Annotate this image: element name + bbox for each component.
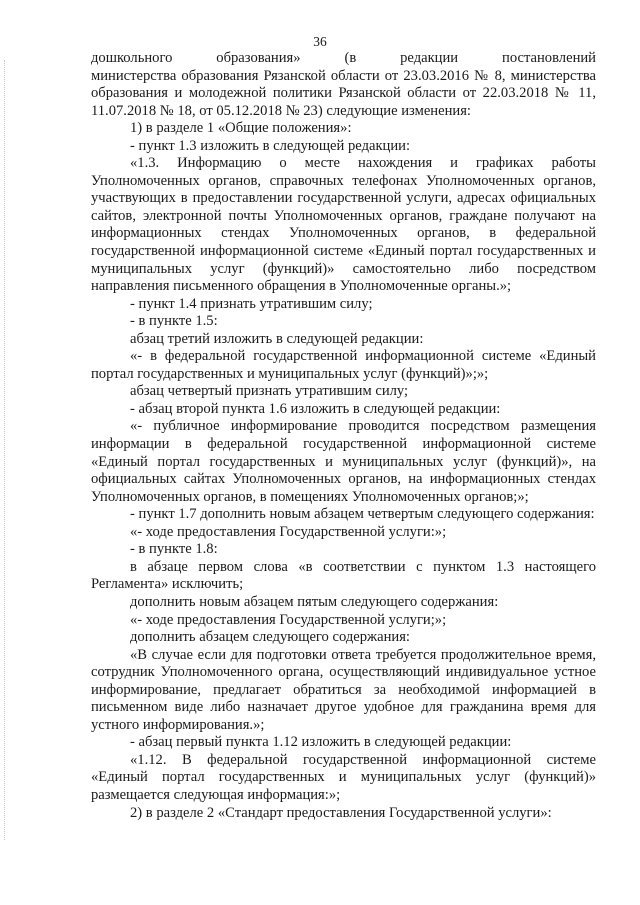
paragraph: 1) в разделе 1 «Общие положения»: <box>130 120 352 137</box>
paragraph: дополнить новым абзацем пятым следующего содержания: <box>130 593 499 610</box>
paragraph: «- ходе предоставления Государственной услуги:»; <box>130 523 447 540</box>
paragraph: - пункт 1.4 признать утратившим силу; <box>130 295 373 312</box>
paragraph: «- публичное информирование проводится посредством размещения информации в федеральной государственной информационной системе «Единый портал государственных и муниципальных услуг (функций)», на официальных сайтах Уполномоченных органов, на информационных стендах Уполномоченных органов, в помещениях Уполномоченных органов;»; <box>91 418 596 505</box>
paragraph: «- ходе предоставления Государственной услуги;»; <box>130 611 447 628</box>
paragraph: министерства образования Рязанской области от 23.03.2016 № 8, министерства образования и молодежной политики Рязанской области от 22.03.2018 № 11, 11.07.2018 № 18, от 05.12.2018 № 23) следующие изменения: <box>91 67 596 119</box>
paragraph: дошкольного образования» (в редакции постановлений <box>91 50 596 66</box>
paragraph: - пункт 1.7 дополнить новым абзацем четвертым следующего содержания: <box>130 506 595 523</box>
paragraph: в абзаце первом слова «в соответствии с пунктом 1.3 настоящего Регламента» исключить; <box>91 558 596 593</box>
paragraph: дополнить абзацем следующего содержания: <box>130 629 410 646</box>
paragraph: - в пункте 1.5: <box>130 313 218 330</box>
page-number: 36 <box>313 34 327 49</box>
paragraph: абзац третий изложить в следующей редакции: <box>130 330 424 347</box>
paragraph: «- в федеральной государственной информационной системе «Единый портал государственных и муниципальных услуг (функций)»;»; <box>91 348 596 382</box>
paragraph: - в пункте 1.8: <box>130 541 218 558</box>
paragraph: «1.12. В федеральной государственной информационной системе «Единый портал государственных и муниципальных услуг (функций)» размещается следующая информация:»; <box>91 751 596 803</box>
paragraph: «1.3. Информацию о месте нахождения и графиках работы Уполномоченных органов, справочных телефонах Уполномоченных органов, участвующих в предоставлении государственной услуги, адресах официальных сайтов, электронной почты Уполномоченных органов, граждане получают на информационных стендах Уполномоченных органов, в федеральной государственной информационной системе «Единый портал государственных и муниципальных услуг (функций)» самостоятельно либо посредством направления письменного обращения в Уполномоченные органы.»; <box>91 155 596 295</box>
paragraph: - пункт 1.3 изложить в следующей редакции: <box>130 137 411 154</box>
paragraph: «В случае если для подготовки ответа требуется продолжительное время, сотрудник Уполномоченного органа, осуществляющий индивидуальное устное информирование, предлагает обратиться за необходимой информацией в письменном виде либо назначает другое удобное для гражданина время для устного информирования.»; <box>91 646 596 733</box>
document-body <box>91 50 596 822</box>
scan-margin-marks <box>4 60 8 840</box>
paragraph: абзац четвертый признать утратившим силу; <box>130 383 409 400</box>
paragraph: - абзац второй пункта 1.6 изложить в следующей редакции: <box>130 400 501 417</box>
paragraph: - абзац первый пункта 1.12 изложить в следующей редакции: <box>130 734 512 751</box>
paragraph: 2) в разделе 2 «Стандарт предоставления Государственной услуги»: <box>130 804 552 821</box>
